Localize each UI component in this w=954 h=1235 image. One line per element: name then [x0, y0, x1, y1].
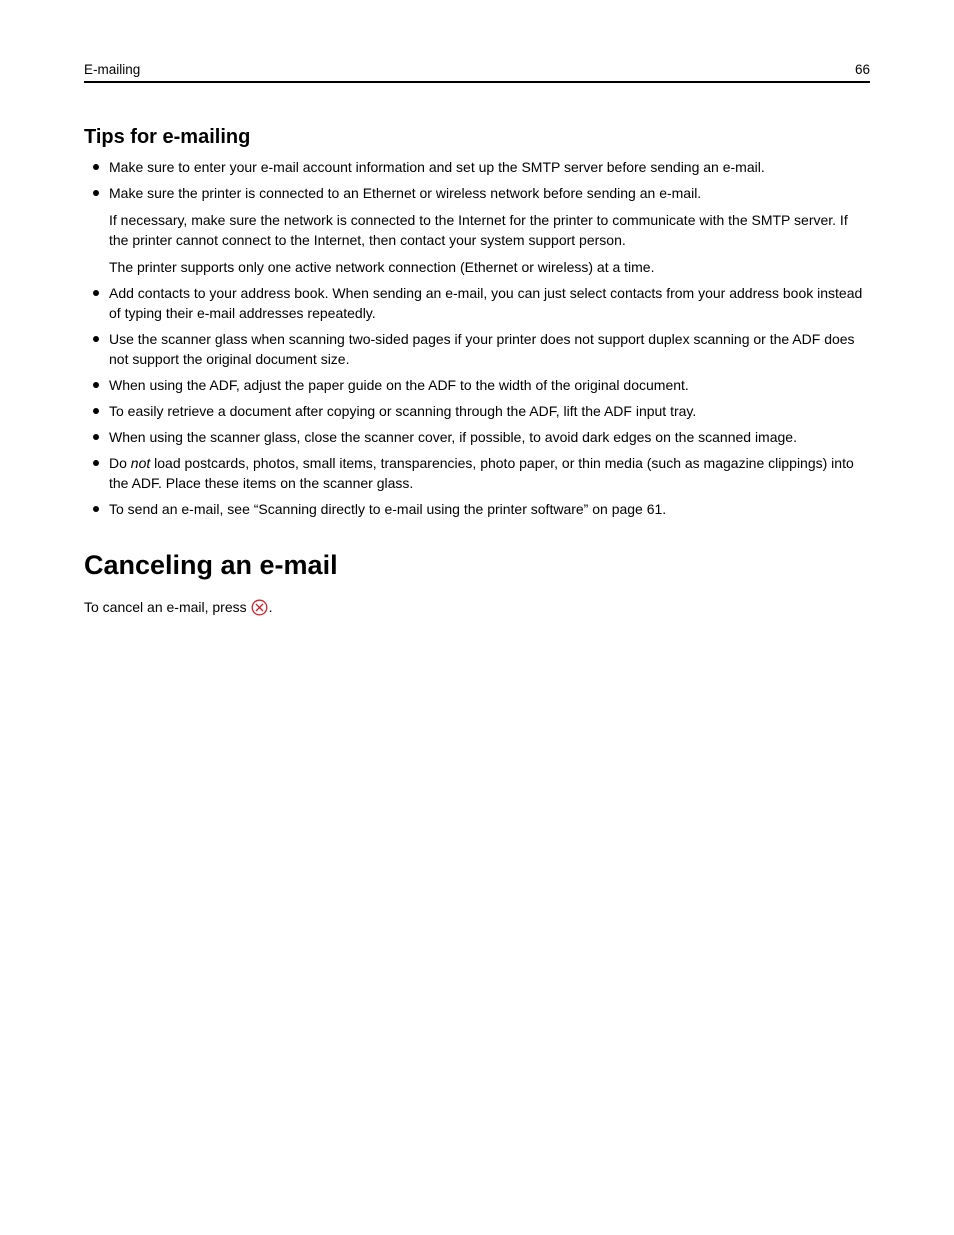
list-item	[84, 157, 870, 177]
list-item	[84, 427, 870, 447]
bullet-icon	[93, 382, 99, 388]
bullet-icon	[93, 434, 99, 440]
stop-cancel-icon	[251, 599, 268, 621]
cancel-instruction-end: .	[268, 599, 273, 615]
bullet-icon	[93, 336, 99, 342]
list-item-text: Make sure the printer is connected to an Ethernet or wireless network before sending an e-mail.	[109, 185, 702, 201]
list-item-text: When using the ADF, adjust the paper guide on the ADF to the width of the original document.	[109, 377, 689, 393]
bullet-icon	[93, 164, 99, 170]
list-item-note: If necessary, make sure the network is connected to the Internet for the printer to communicate with the SMTP server. If the printer cannot connect to the Internet, then contact your system support person.	[109, 212, 848, 248]
list-item-text: Use the scanner glass when scanning two-sided pages if your printer does not support duplex scanning or the ADF does not support the original document size.	[109, 331, 855, 367]
list-item-text: To send an e-mail, see “Scanning directly to e-mail using the printer software” on page 61.	[109, 501, 667, 517]
list-item	[84, 499, 870, 519]
bullet-icon	[93, 190, 99, 196]
list-item	[84, 183, 870, 277]
bullet-icon	[93, 408, 99, 414]
cancel-instruction	[84, 597, 273, 621]
header-page-number: 66	[854, 62, 870, 77]
list-item	[84, 283, 870, 323]
emphasis-text: not	[130, 455, 151, 471]
list-item	[84, 401, 870, 421]
list-item-text	[109, 453, 870, 493]
cancel-heading: Canceling an e-mail	[84, 550, 338, 580]
list-item-note: The printer supports only one active network connection (Ethernet or wireless) at a time.	[109, 259, 655, 275]
list-item-text: Add contacts to your address book. When sending an e-mail, you can just select contacts from your address book instead of typing their e-mail addresses repeatedly.	[109, 285, 863, 321]
tips-list	[84, 157, 870, 525]
list-item-rest: load postcards, photos, small items, transparencies, photo paper, or thin media (such as magazine clippings) into the ADF. Place these items on the scanner glass.	[109, 455, 854, 491]
tips-heading: Tips for e-mailing	[84, 126, 251, 148]
list-item-text: To easily retrieve a document after copying or scanning through the ADF, lift the ADF input tray.	[109, 403, 697, 419]
running-header	[84, 60, 870, 83]
cancel-instruction-text: To cancel an e-mail, press	[84, 599, 247, 615]
bullet-icon	[93, 460, 99, 466]
list-item	[84, 375, 870, 395]
bullet-icon	[93, 290, 99, 296]
list-item-prefix: Do	[109, 455, 131, 471]
header-section-title: E-mailing	[84, 62, 141, 77]
list-item-text: Make sure to enter your e-mail account information and set up the SMTP server before sending an e-mail.	[109, 159, 765, 175]
bullet-icon	[93, 506, 99, 512]
list-item	[84, 453, 870, 493]
list-item	[84, 329, 870, 369]
list-item-text: When using the scanner glass, close the scanner cover, if possible, to avoid dark edges on the scanned image.	[109, 429, 797, 445]
